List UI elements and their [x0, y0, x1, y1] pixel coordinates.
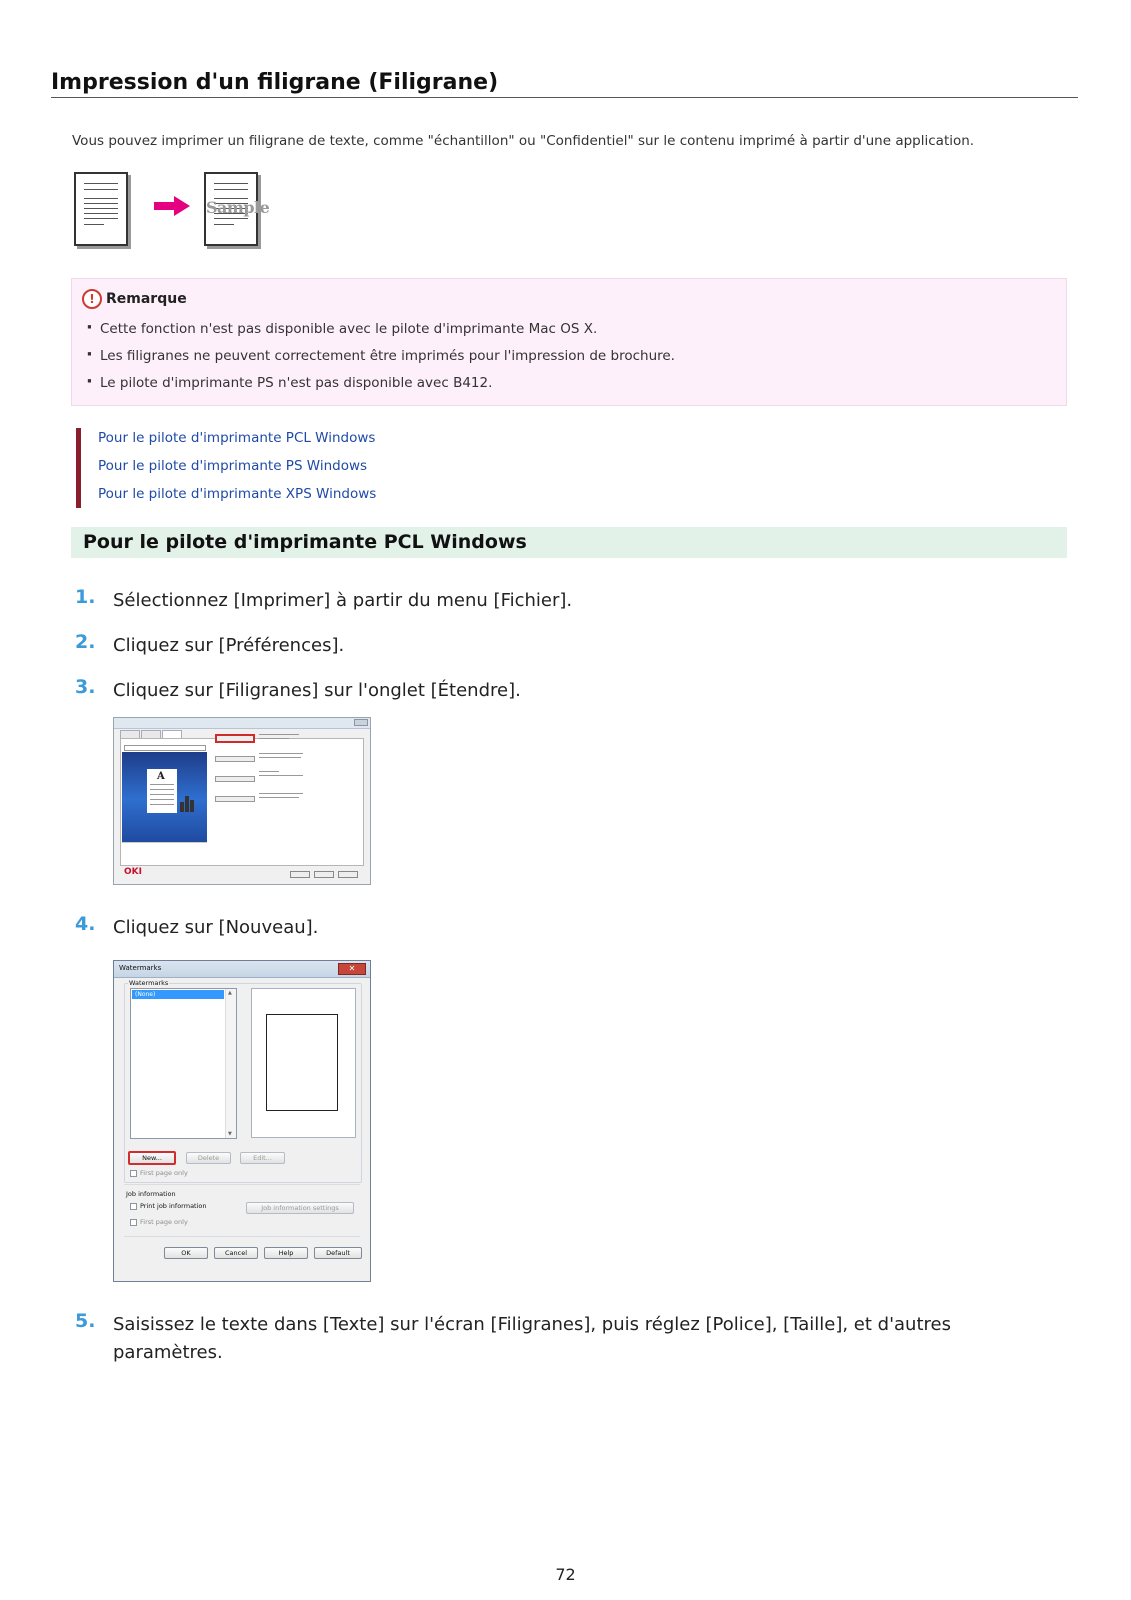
- step-number: 5.: [75, 1310, 96, 1332]
- watermarks-list: [130, 988, 237, 1139]
- step-number: 4.: [75, 913, 96, 935]
- step-text: Cliquez sur [Préférences].: [113, 635, 345, 656]
- document-icon: [74, 172, 128, 246]
- default-button: Default: [314, 1247, 362, 1259]
- dialog-titlebar: [114, 718, 370, 729]
- step-text: Cliquez sur [Nouveau].: [113, 917, 319, 938]
- edit-button: Edit...: [240, 1152, 285, 1164]
- intro-paragraph: Vous pouvez imprimer un filigrane de texte, comme "échantillon" ou "Confidentiel" sur le contenu imprimé à partir d'une application.: [72, 133, 975, 149]
- printing-preferences-screenshot: [113, 717, 371, 885]
- close-icon: ✕: [338, 963, 366, 975]
- step-number: 1.: [75, 586, 96, 608]
- print-job-information-checkbox: [130, 1202, 207, 1210]
- section-links: [76, 428, 498, 508]
- help-button: Help: [264, 1247, 308, 1259]
- user-authentication-button: [215, 796, 255, 802]
- step-number: 3.: [75, 676, 96, 698]
- step-text: Saisissez le texte dans [Texte] sur l'écran [Filigranes], puis réglez [Police], [Taille], et d'autres paramètres.: [113, 1314, 951, 1363]
- preview-printer-icon: [180, 794, 198, 812]
- checkbox-label: First page only: [140, 1218, 188, 1226]
- checkbox-label: First page only: [140, 1169, 188, 1177]
- ok-button: [290, 871, 310, 878]
- page-number: 72: [555, 1565, 576, 1584]
- note-item: · Cette fonction n'est pas disponible avec le pilote d'imprimante Mac OS X.: [86, 321, 675, 348]
- close-icon: [354, 719, 368, 726]
- preview-paper: A: [147, 769, 177, 813]
- first-page-only-checkbox-2: [130, 1218, 188, 1226]
- watermarks-group-label: Watermarks: [129, 979, 169, 987]
- step-text: Sélectionnez [Imprimer] à partir du menu [Fichier].: [113, 590, 573, 611]
- watermarked-document-icon: [204, 172, 270, 246]
- warning-icon: !: [82, 289, 102, 309]
- print-preview: [122, 752, 207, 857]
- job-information-settings-button: Job information settings: [246, 1202, 354, 1214]
- list-scrollbar: ▲ ▼: [225, 989, 236, 1138]
- oki-logo: OKI: [124, 867, 142, 877]
- link-xps-windows[interactable]: Pour le pilote d'imprimante XPS Windows: [98, 486, 377, 502]
- watermark-preview: [251, 988, 356, 1138]
- arrow-right-icon: [154, 196, 190, 216]
- first-page-only-checkbox: [130, 1169, 188, 1177]
- note-box: [71, 278, 1067, 406]
- step-number: 2.: [75, 631, 96, 653]
- note-title: Remarque: [106, 291, 187, 307]
- note-item: · Les filigranes ne peuvent correctement être imprimés pour l'impression de brochure.: [86, 348, 675, 375]
- preview-page: [266, 1014, 338, 1111]
- dialog-titlebar: [114, 961, 370, 978]
- preview-footer: [122, 842, 207, 857]
- delete-button: Delete: [186, 1152, 231, 1164]
- note-item: · Le pilote d'imprimante PS n'est pas disponible avec B412.: [86, 375, 675, 402]
- new-button: New...: [128, 1151, 176, 1165]
- tab-setup: [120, 730, 140, 738]
- job-information-label: Job information: [126, 1190, 176, 1198]
- cancel-button: Cancel: [214, 1247, 258, 1259]
- watermark-sample-text: Sample: [206, 198, 270, 217]
- ok-button: OK: [164, 1247, 208, 1259]
- help-button: [338, 871, 358, 878]
- link-pcl-windows[interactable]: Pour le pilote d'imprimante PCL Windows: [98, 430, 376, 446]
- note-list: [86, 321, 675, 402]
- watermarks-button-highlighted: [215, 734, 255, 743]
- watermark-illustration: [74, 172, 274, 247]
- watermarks-dialog-screenshot: [113, 960, 371, 1282]
- fonts-button: [215, 776, 255, 782]
- dialog-tabs: [120, 730, 183, 738]
- link-ps-windows[interactable]: Pour le pilote d'imprimante PS Windows: [98, 458, 368, 474]
- driver-setting-select: [124, 745, 206, 751]
- page-title: Impression d'un filigrane (Filigrane): [51, 70, 1078, 98]
- cancel-button: [314, 871, 334, 878]
- tab-extend: [162, 730, 182, 738]
- tab-job-options: [141, 730, 161, 738]
- step-text: Cliquez sur [Filigranes] sur l'onglet [Étendre].: [113, 680, 521, 701]
- overlays-button: [215, 756, 255, 762]
- section-title: Pour le pilote d'imprimante PCL Windows: [71, 527, 1067, 558]
- checkbox-label: Print job information: [140, 1202, 207, 1210]
- note-header: [82, 289, 187, 309]
- watermark-list-item: (None): [132, 990, 224, 999]
- dialog-title: Watermarks: [119, 964, 162, 972]
